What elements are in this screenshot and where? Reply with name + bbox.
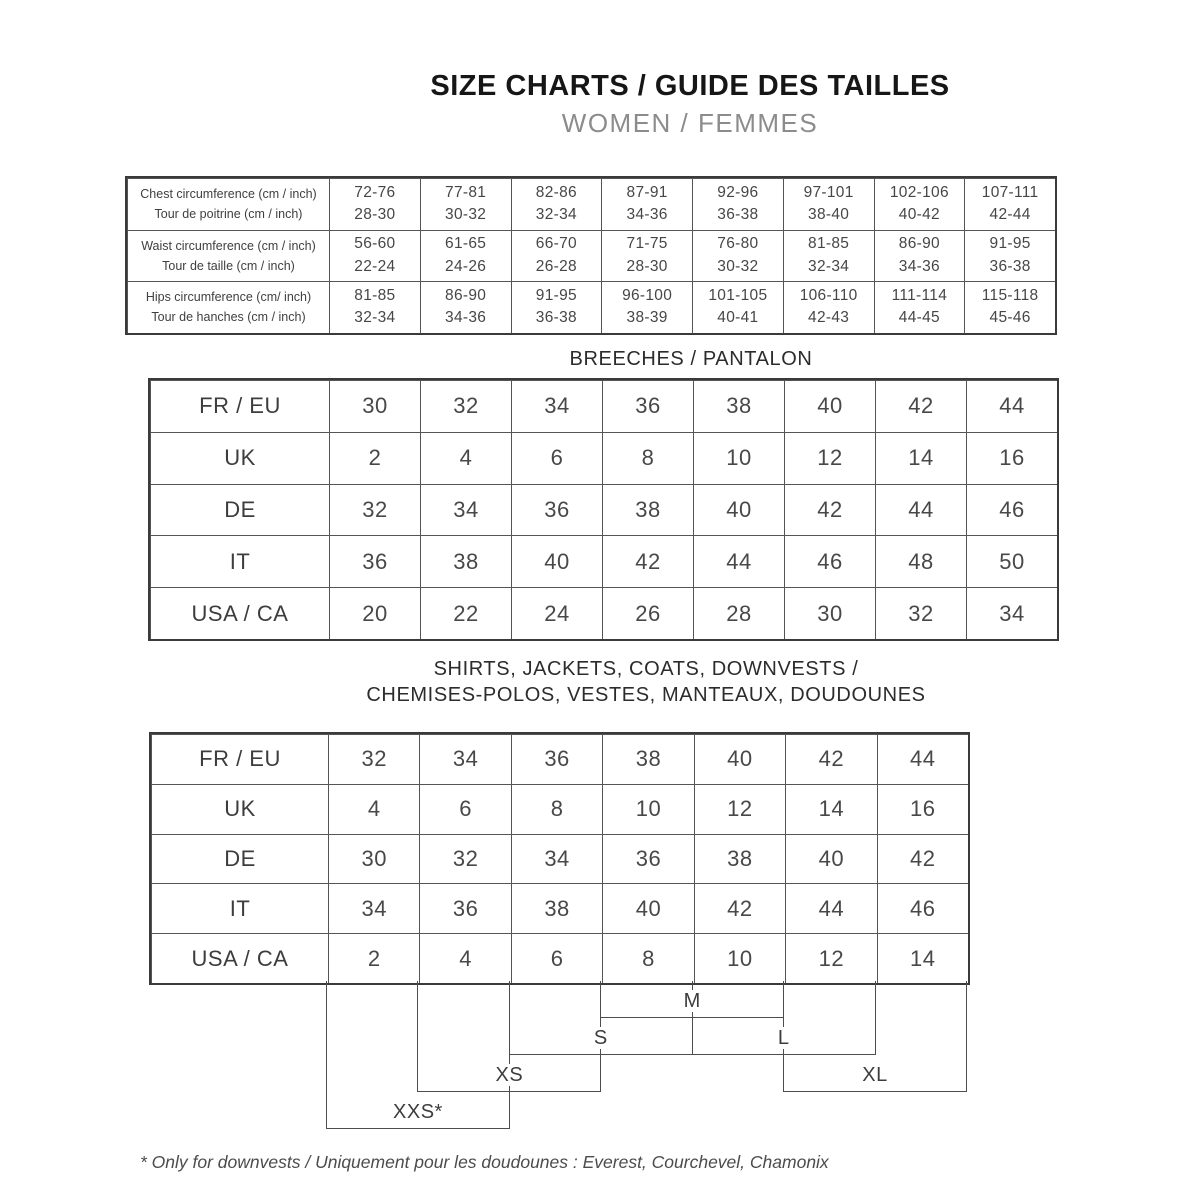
- measure-label-en: Waist circumference (cm / inch): [141, 238, 316, 253]
- size-cell: 34: [419, 734, 510, 784]
- size-cell: 2: [329, 432, 420, 484]
- size-cell: 20: [329, 587, 420, 639]
- cm-range: 97-101: [803, 183, 854, 201]
- size-cell: 44: [693, 535, 784, 587]
- size-cell: 36: [511, 484, 602, 536]
- size-cell: 16: [877, 784, 968, 834]
- size-cell: 44: [785, 883, 876, 933]
- inch-range: 40-42: [898, 206, 940, 224]
- measure-cell: [783, 230, 874, 282]
- inch-range: 32-34: [354, 309, 396, 327]
- cm-range: 81-85: [808, 235, 850, 253]
- measure-cell: [874, 178, 965, 230]
- size-cell: 6: [511, 432, 602, 484]
- cm-range: 87-91: [626, 183, 668, 201]
- shirts-heading-line2: CHEMISES-POLOS, VESTES, MANTEAUX, DOUDOUNES: [366, 684, 926, 706]
- size-cell: 8: [602, 933, 693, 983]
- size-cell: 36: [419, 883, 510, 933]
- inch-range: 42-44: [989, 206, 1031, 224]
- inch-range: 36-38: [535, 309, 577, 327]
- size-cell: 44: [875, 484, 966, 536]
- cm-range: 61-65: [445, 235, 487, 253]
- measure-cell: [692, 230, 783, 282]
- measure-label-en: Hips circumference (cm/ inch): [145, 290, 312, 305]
- size-cell: 38: [420, 535, 511, 587]
- cm-range: 56-60: [354, 235, 396, 253]
- size-cell: 38: [511, 883, 602, 933]
- measure-cell: [420, 281, 511, 333]
- cm-range: 106-110: [799, 286, 858, 304]
- bracket-label-text: S: [585, 1027, 617, 1049]
- size-cell: 46: [877, 883, 968, 933]
- size-cell: 34: [966, 587, 1057, 639]
- size-cell: 42: [602, 535, 693, 587]
- cm-range: 66-70: [535, 235, 577, 253]
- cm-range: 115-118: [981, 286, 1039, 304]
- inch-range: 38-40: [808, 206, 850, 224]
- size-cell: 4: [328, 784, 419, 834]
- inch-range: 34-36: [445, 309, 487, 327]
- size-cell: 2: [328, 933, 419, 983]
- bracket-label-text: M: [675, 990, 710, 1012]
- cm-range: 81-85: [354, 286, 396, 304]
- size-cell: 30: [329, 380, 420, 432]
- size-cell: 36: [511, 734, 602, 784]
- size-cell: 4: [419, 933, 510, 983]
- cm-range: 91-95: [989, 235, 1031, 253]
- cm-range: 86-90: [898, 235, 940, 253]
- inch-range: 36-38: [989, 257, 1031, 275]
- measure-cell: [601, 230, 692, 282]
- size-cell: 16: [966, 432, 1057, 484]
- size-cell: 38: [602, 484, 693, 536]
- footnote: * Only for downvests / Uniquement pour les doudounes : Everest, Courchevel, Chamonix: [140, 1152, 829, 1172]
- bracket-label: [418, 1064, 600, 1087]
- breeches-heading: BREECHES / PANTALON: [569, 348, 813, 370]
- measure-cell: [511, 281, 602, 333]
- inch-range: 34-36: [626, 206, 668, 224]
- size-cell: 14: [877, 933, 968, 983]
- size-cell: 50: [966, 535, 1057, 587]
- size-cell: 46: [784, 535, 875, 587]
- size-cell: 26: [602, 587, 693, 639]
- bracket-label: [327, 1101, 509, 1124]
- measure-label-cell: [127, 230, 329, 282]
- region-label-cell: DE: [150, 484, 329, 536]
- size-cell: 42: [875, 380, 966, 432]
- measure-cell: [420, 178, 511, 230]
- cm-range: 91-95: [535, 286, 577, 304]
- size-cell: 34: [420, 484, 511, 536]
- region-label-cell: UK: [151, 784, 328, 834]
- size-cell: 12: [784, 432, 875, 484]
- size-cell: 46: [966, 484, 1057, 536]
- inch-range: 28-30: [354, 206, 396, 224]
- inch-range: 24-26: [445, 257, 487, 275]
- size-bracket-m: [600, 981, 784, 1018]
- size-cell: 32: [420, 380, 511, 432]
- inch-range: 26-28: [535, 257, 577, 275]
- size-cell: 12: [785, 933, 876, 983]
- cm-range: 77-81: [445, 183, 487, 201]
- measure-label-en: Chest circumference (cm / inch): [140, 187, 317, 202]
- size-cell: 44: [966, 380, 1057, 432]
- breeches-table: [148, 378, 1059, 641]
- size-cell: 12: [694, 784, 785, 834]
- size-cell: 6: [511, 933, 602, 983]
- region-label-cell: FR / EU: [151, 734, 328, 784]
- bracket-label: [784, 1064, 966, 1087]
- size-cell: 10: [694, 933, 785, 983]
- inch-range: 28-30: [626, 257, 668, 275]
- page-title: SIZE CHARTS / GUIDE DES TAILLES: [430, 70, 950, 102]
- inch-range: 32-34: [535, 206, 577, 224]
- measure-label-fr: Tour de poitrine (cm / inch): [154, 207, 303, 222]
- size-cell: 22: [420, 587, 511, 639]
- size-cell: 34: [511, 380, 602, 432]
- cm-range: 96-100: [622, 286, 673, 304]
- size-cell: 40: [511, 535, 602, 587]
- region-label-cell: DE: [151, 834, 328, 884]
- measurements-table: [125, 176, 1057, 335]
- measure-label-cell: [127, 281, 329, 333]
- size-cell: 40: [693, 484, 784, 536]
- page-subtitle: WOMEN / FEMMES: [561, 108, 819, 138]
- size-cell: 38: [693, 380, 784, 432]
- size-cell: 40: [785, 834, 876, 884]
- cm-range: 86-90: [445, 286, 487, 304]
- measure-cell: [511, 178, 602, 230]
- shirts-heading: [326, 656, 966, 708]
- size-cell: 36: [329, 535, 420, 587]
- size-cell: 34: [511, 834, 602, 884]
- region-label-cell: IT: [150, 535, 329, 587]
- region-label-cell: UK: [150, 432, 329, 484]
- bracket-label-text: XS: [486, 1064, 532, 1086]
- inch-range: 34-36: [898, 257, 940, 275]
- measure-cell: [601, 281, 692, 333]
- shirts-heading-line1: SHIRTS, JACKETS, COATS, DOWNVESTS /: [433, 658, 859, 680]
- bracket-label: [601, 990, 783, 1013]
- inch-range: 22-24: [354, 257, 396, 275]
- measure-cell: [964, 230, 1055, 282]
- size-cell: 32: [329, 484, 420, 536]
- size-cell: 28: [693, 587, 784, 639]
- size-cell: 14: [785, 784, 876, 834]
- cm-range: 101-105: [708, 286, 768, 304]
- measure-cell: [511, 230, 602, 282]
- cm-range: 76-80: [717, 235, 759, 253]
- region-label-cell: USA / CA: [150, 587, 329, 639]
- cm-range: 102-106: [889, 183, 949, 201]
- bracket-label-text: XXS*: [384, 1101, 452, 1123]
- region-label-cell: IT: [151, 883, 328, 933]
- measure-cell: [964, 281, 1055, 333]
- measure-cell: [601, 178, 692, 230]
- measure-label-fr: Tour de hanches (cm / inch): [151, 310, 306, 325]
- measure-cell: [783, 281, 874, 333]
- region-label-cell: FR / EU: [150, 380, 329, 432]
- size-cell: 42: [694, 883, 785, 933]
- inch-range: 36-38: [717, 206, 759, 224]
- size-cell: 42: [877, 834, 968, 884]
- size-cell: 24: [511, 587, 602, 639]
- inch-range: 30-32: [717, 257, 759, 275]
- bracket-label-text: L: [769, 1027, 799, 1049]
- inch-range: 30-32: [445, 206, 487, 224]
- cm-range: 111-114: [891, 286, 948, 304]
- bracket-label-text: XL: [853, 1064, 896, 1086]
- size-cell: 34: [328, 883, 419, 933]
- size-cell: 36: [602, 380, 693, 432]
- size-cell: 40: [602, 883, 693, 933]
- size-cell: 30: [328, 834, 419, 884]
- size-cell: 38: [602, 734, 693, 784]
- bracket-label: [510, 1027, 692, 1050]
- size-cell: 8: [511, 784, 602, 834]
- cm-range: 82-86: [535, 183, 577, 201]
- cm-range: 71-75: [626, 235, 668, 253]
- bracket-label: [693, 1027, 875, 1050]
- inch-range: 32-34: [808, 257, 850, 275]
- measure-label-fr: Tour de taille (cm / inch): [162, 258, 295, 273]
- inch-range: 38-39: [626, 309, 668, 327]
- region-label-cell: USA / CA: [151, 933, 328, 983]
- size-cell: 44: [877, 734, 968, 784]
- size-cell: 8: [602, 432, 693, 484]
- inch-range: 45-46: [989, 309, 1031, 327]
- size-cell: 32: [328, 734, 419, 784]
- measure-cell: [420, 230, 511, 282]
- size-cell: 38: [694, 834, 785, 884]
- size-cell: 6: [419, 784, 510, 834]
- measure-cell: [692, 281, 783, 333]
- cm-range: 107-111: [981, 183, 1039, 201]
- size-cell: 10: [602, 784, 693, 834]
- cm-range: 72-76: [354, 183, 396, 201]
- size-cell: 30: [784, 587, 875, 639]
- size-cell: 36: [602, 834, 693, 884]
- measure-cell: [329, 281, 420, 333]
- measure-cell: [329, 230, 420, 282]
- measure-cell: [692, 178, 783, 230]
- measure-cell: [874, 281, 965, 333]
- size-cell: 32: [875, 587, 966, 639]
- measure-cell: [329, 178, 420, 230]
- size-cell: 4: [420, 432, 511, 484]
- inch-range: 44-45: [898, 309, 940, 327]
- measure-cell: [964, 178, 1055, 230]
- size-cell: 10: [693, 432, 784, 484]
- inch-range: 40-41: [717, 309, 759, 327]
- size-cell: 42: [784, 484, 875, 536]
- inch-range: 42-43: [808, 309, 850, 327]
- shirts-table: [149, 732, 970, 985]
- size-cell: 32: [419, 834, 510, 884]
- size-cell: 14: [875, 432, 966, 484]
- cm-range: 92-96: [717, 183, 759, 201]
- size-cell: 40: [694, 734, 785, 784]
- measure-label-cell: [127, 178, 329, 230]
- measure-cell: [783, 178, 874, 230]
- size-cell: 42: [785, 734, 876, 784]
- measure-cell: [874, 230, 965, 282]
- size-cell: 40: [784, 380, 875, 432]
- size-cell: 48: [875, 535, 966, 587]
